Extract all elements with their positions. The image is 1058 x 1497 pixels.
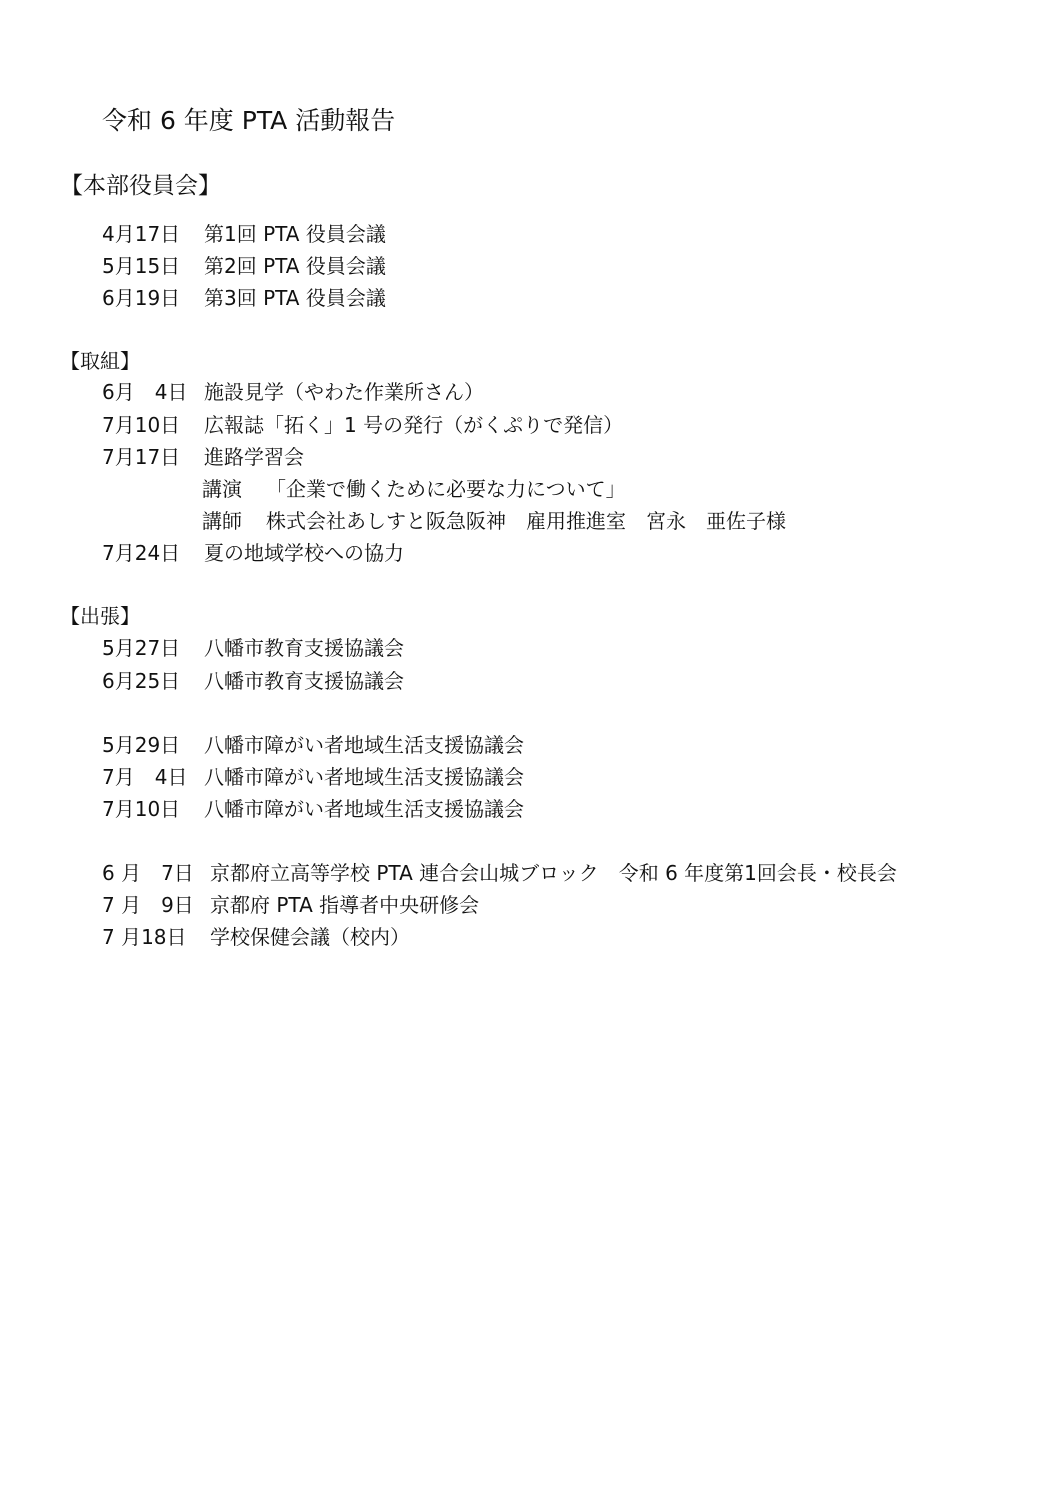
list-item <box>102 218 386 250</box>
list-item <box>102 857 897 889</box>
item-text: 夏の地域学校への協力 <box>204 541 404 565</box>
item-text: 京都府立高等学校 PTA 連合会山城ブロック 令和 6 年度第1回会長・校長会 <box>210 861 897 885</box>
lecturer-label: 講師 <box>202 509 242 533</box>
item-text: 広報誌「拓く」1 号の発行（がくぷりで発信） <box>204 413 624 437</box>
list-item <box>102 537 404 569</box>
list-item <box>102 250 386 282</box>
item-date: 6 月 7日 <box>102 861 194 885</box>
list-item <box>102 441 304 473</box>
item-date: 7 月18日 <box>102 925 187 949</box>
item-date: 6月 4日 <box>102 380 188 404</box>
item-date: 5月15日 <box>102 254 181 278</box>
item-date: 7月 4日 <box>102 765 188 789</box>
item-date: 6月19日 <box>102 286 181 310</box>
item-date: 7月17日 <box>102 445 181 469</box>
item-text: 八幡市障がい者地域生活支援協議会 <box>204 765 524 789</box>
item-text: 施設見学（やわた作業所さん） <box>204 380 484 404</box>
item-date: 7月24日 <box>102 541 181 565</box>
item-date: 7月10日 <box>102 797 181 821</box>
item-date: 6月25日 <box>102 669 181 693</box>
lecturer-name: 株式会社あしすと阪急阪神 雇用推進室 宮永 亜佐子様 <box>266 509 786 533</box>
list-item <box>102 729 524 761</box>
lecturer-line <box>202 505 786 537</box>
item-text: 八幡市障がい者地域生活支援協議会 <box>204 797 524 821</box>
section-heading-shutcho: 【出張】 <box>60 604 140 628</box>
list-item <box>102 409 623 441</box>
item-text: 京都府 PTA 指導者中央研修会 <box>210 893 480 917</box>
item-date: 7 月 9日 <box>102 893 194 917</box>
item-date: 7月10日 <box>102 413 181 437</box>
item-date: 5月27日 <box>102 636 181 660</box>
item-text: 学校保健会議（校内） <box>210 925 410 949</box>
list-item <box>102 665 404 697</box>
item-text: 第2回 PTA 役員会議 <box>204 254 386 278</box>
item-text: 八幡市教育支援協議会 <box>204 669 404 693</box>
list-item <box>102 632 404 664</box>
list-item <box>102 889 479 921</box>
section-heading-honbu: 【本部役員会】 <box>60 173 221 199</box>
item-date: 5月29日 <box>102 733 181 757</box>
item-text: 進路学習会 <box>204 445 304 469</box>
list-item <box>102 376 484 408</box>
lecture-title: 「企業で働くために必要な力について」 <box>266 477 626 501</box>
list-item <box>102 761 524 793</box>
list-item <box>102 793 524 825</box>
lecture-label: 講演 <box>202 477 242 501</box>
item-text: 第3回 PTA 役員会議 <box>204 286 386 310</box>
list-item <box>102 282 386 314</box>
list-item <box>102 921 410 953</box>
document-title: 令和 6 年度 PTA 活動報告 <box>102 106 396 135</box>
item-text: 八幡市教育支援協議会 <box>204 636 404 660</box>
item-text: 八幡市障がい者地域生活支援協議会 <box>204 733 524 757</box>
item-date: 4月17日 <box>102 222 181 246</box>
item-text: 第1回 PTA 役員会議 <box>204 222 386 246</box>
section-heading-torikumi: 【取組】 <box>60 349 140 373</box>
lecture-line <box>202 473 626 505</box>
